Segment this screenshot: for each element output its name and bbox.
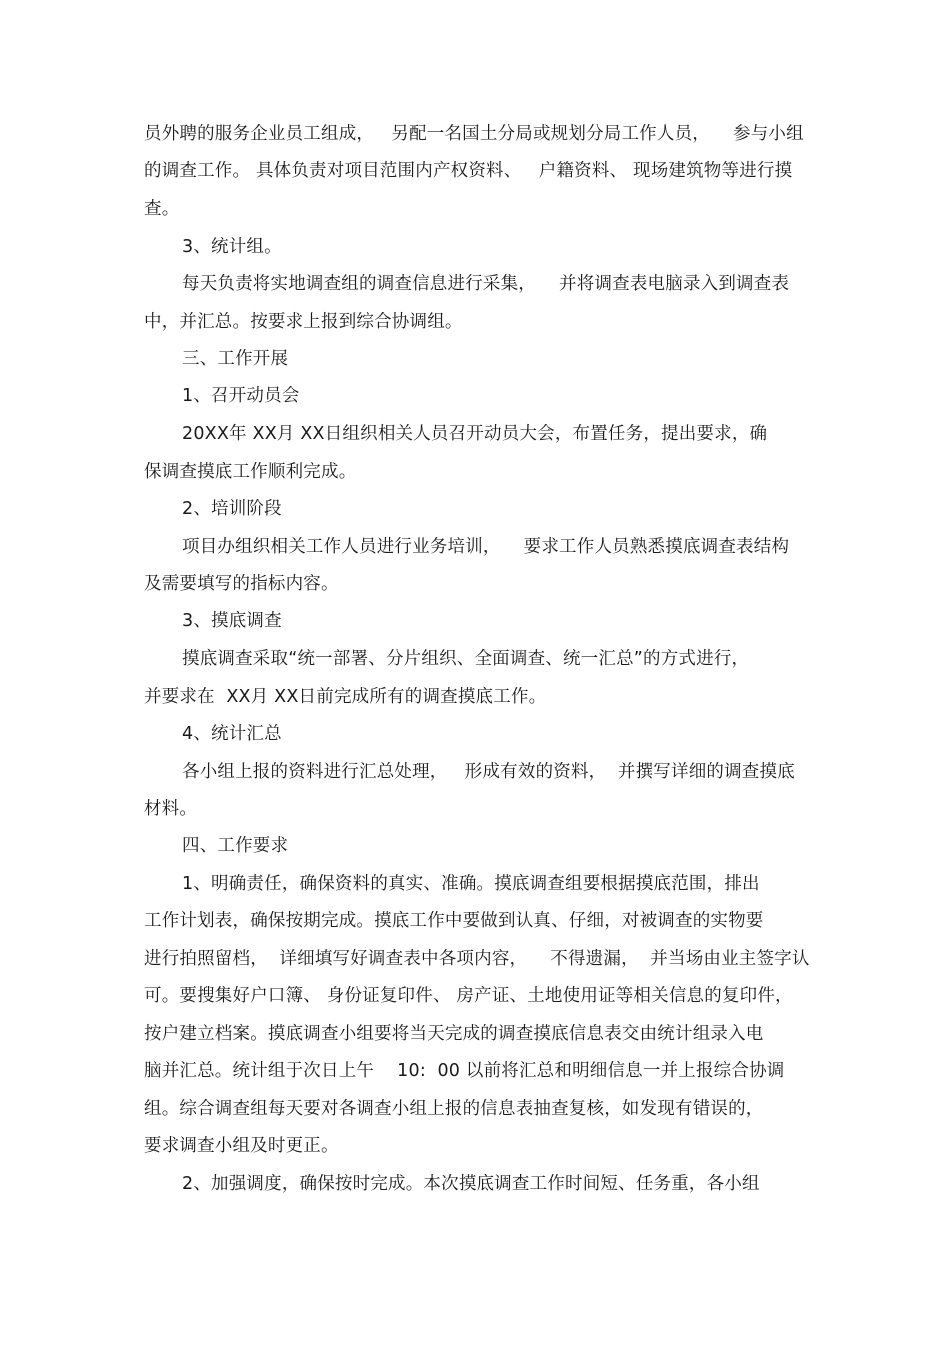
paragraph-line: 进行拍照留档， 详细填写好调查表中各项内容， 不得遗漏， 并当场由业主签字认 [144, 949, 810, 969]
section-heading: 2、培训阶段 [182, 499, 282, 519]
paragraph-line: 要求调查小组及时更正。 [144, 1136, 339, 1156]
paragraph-line: 及需要填写的指标内容。 [144, 574, 339, 594]
section-heading: 3、统计组。 [182, 237, 282, 257]
paragraph-line: 工作计划表，确保按期完成。摸底工作中要做到认真、仔细，对被调查的实物要 [144, 911, 764, 931]
paragraph-line: 2、加强调度，确保按时完成。本次摸底调查工作时间短、任务重，各小组 [182, 1174, 760, 1194]
paragraph-line: 各小组上报的资料进行汇总处理， 形成有效的资料， 并撰写详细的调查摸底 [182, 762, 795, 782]
paragraph-line: 员外聘的服务企业员工组成， 另配一名国土分局或规划分局工作人员， 参与小组 [144, 124, 804, 144]
paragraph-line: 每天负责将实地调查组的调查信息进行采集， 并将调查表电脑录入到调查表 [182, 274, 790, 294]
paragraph-line: 组。综合调查组每天要对各调查小组上报的信息表抽查复核，如发现有错误的， [144, 1099, 764, 1119]
section-heading: 1、召开动员会 [182, 386, 300, 406]
section-heading: 三、工作开展 [182, 349, 289, 369]
paragraph-line: 材料。 [144, 799, 198, 819]
section-heading: 4、统计汇总 [182, 724, 282, 744]
paragraph-line: 摸底调查采取“统一部署、分片组织、全面调查、统一汇总”的方式进行， [182, 649, 750, 669]
paragraph-line: 1、明确责任，确保资料的真实、准确。摸底调查组要根据摸底范围，排出 [182, 874, 760, 894]
section-heading: 3、摸底调查 [182, 611, 282, 631]
paragraph-line: 脑并汇总。统计组于次日上午 10: 00 以前将汇总和明细信息一并上报综合协调 [144, 1061, 785, 1081]
paragraph-line: 中，并汇总。按要求上报到综合协调组。 [144, 312, 463, 332]
section-heading: 四、工作要求 [182, 836, 289, 856]
paragraph-line: 可。要搜集好户口簿、 身份证复印件、 房产证、土地使用证等相关信息的复印件， [144, 986, 793, 1006]
paragraph-line: 并要求在 XX月 XX日前完成所有的调查摸底工作。 [144, 687, 547, 707]
paragraph-line: 查。 [144, 199, 180, 219]
paragraph-line: 的调查工作。 具体负责对项目范围内产权资料、 户籍资料、 现场建筑物等进行摸 [144, 161, 793, 181]
paragraph-line: 20XX年 XX月 XX日组织相关人员召开动员大会，布置任务，提出要求，确 [182, 424, 768, 444]
paragraph-line: 项目办组织相关工作人员进行业务培训， 要求工作人员熟悉摸底调查表结构 [182, 537, 790, 557]
paragraph-line: 按户建立档案。摸底调查小组要将当天完成的调查摸底信息表交由统计组录入电 [144, 1024, 764, 1044]
paragraph-line: 保调查摸底工作顺利完成。 [144, 462, 357, 482]
